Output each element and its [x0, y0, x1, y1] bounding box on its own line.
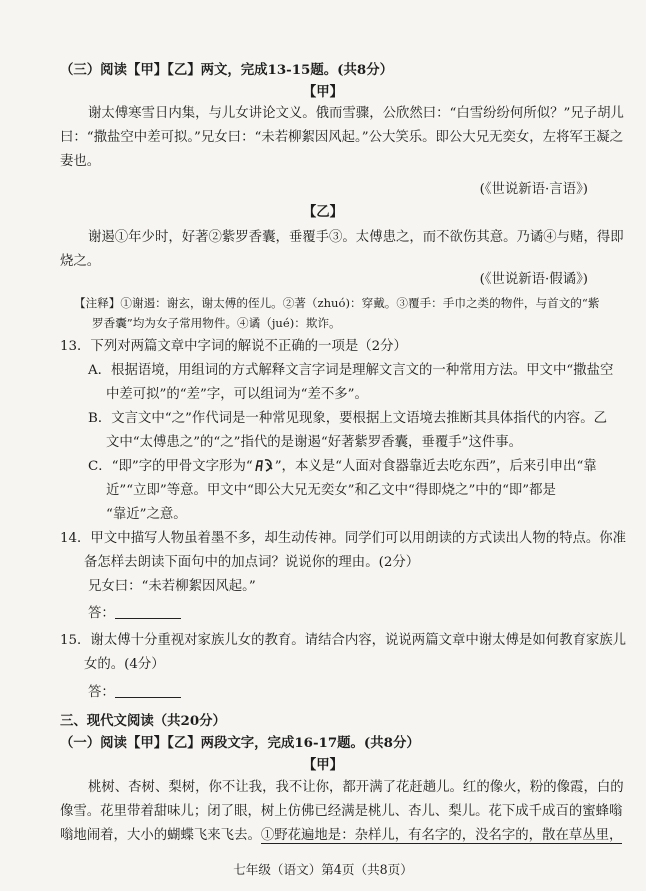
modern-passage-line	[60, 826, 622, 846]
question-13-option-c	[88, 457, 597, 477]
question-15-answer	[88, 683, 181, 703]
question-15-stem: 15．谢太傅十分重视对家族儿女的教育。请结合内容，说说两篇文章中谢太傅是如何教育家族儿	[60, 633, 627, 648]
passage-yi-source: (《世说新语·假谲》)	[479, 272, 588, 287]
question-14-stem-cont: 备怎样去朗读下面句中的加点词？说说你的理由。(2分）	[84, 555, 420, 570]
question-14-stem: 14．甲文中描写人物虽着墨不多，却生动传神。同学们可以用朗读的方式读出人物的特点。你准	[60, 531, 627, 546]
question-14-answer	[88, 604, 181, 624]
question-13-option-c-cont: “靠近”之意。	[106, 507, 187, 522]
question-13-option-a: A．根据语境，用组词的方式解释文言字词是理解文言文的一种常用方法。甲文中“撒盐空	[88, 363, 614, 378]
passage-jia-line: 谢太傅寒雪日内集，与儿女讲论文义。俄而雪骤，公欣然曰：“白雪纷纷何所似？”兄子胡儿	[88, 106, 624, 121]
annotation-line: 罗香囊”均为女子常用物件。④谲（jué)：欺诈。	[92, 316, 341, 330]
option-c-text-start: C．“即”字的甲骨文字形为“	[88, 459, 253, 474]
page-footer: 七年级（语文）第4页（共8页）	[233, 862, 413, 877]
modern-passage-line: 桃树、杏树、梨树，你不让我，我不让你，都开满了花赶趟儿。红的像火，粉的像霞，白的	[88, 780, 624, 795]
answer-label: 答：	[88, 685, 115, 700]
part-3-jia-title: 【甲】	[302, 757, 344, 773]
passage-jia-line: 妻也。	[60, 154, 101, 169]
question-13-stem: 13．下列对两篇文章中字词的解说不正确的一项是（2分）	[60, 339, 407, 354]
underlined-sentence: ①野花遍地是：杂样儿，有名字的，没名字的，散在草丛里，	[260, 828, 623, 843]
question-13-option-a-cont: 中差可拟”的“差”字，可以组词为“差不多”。	[106, 387, 368, 402]
passage-yi-line: 谢遏①年少时，好著②紫罗香囊，垂覆手③。太傅患之，而不欲伤其意。乃谲④与赌，得即	[88, 230, 624, 245]
modern-passage-line: 像雪。花里带着甜味儿；闭了眼，树上仿佛已经满是桃儿、杏儿、梨儿。花下成千成百的蜜蜂嗡	[60, 804, 623, 819]
answer-label: 答：	[88, 606, 115, 621]
passage-yi-line: 烧之。	[60, 254, 101, 269]
oracle-bone-glyph-icon	[253, 457, 275, 473]
passage-jia-line: 曰：“撒盐空中差可拟。”兄女曰：“未若柳絮因风起。”公大笑乐。即公大兄无奕女，左将军王凝之	[60, 130, 623, 145]
passage-jia-title: 【甲】	[302, 84, 344, 100]
question-14-quote: 兄女曰：“未若柳絮因风起。”	[88, 579, 256, 594]
section-heading: （三）阅读【甲】【乙】两文，完成13-15题。(共8分）	[60, 62, 393, 78]
part-3-sub-heading: （一）阅读【甲】【乙】两段文字，完成16-17题。(共8分）	[60, 735, 420, 751]
passage-yi-title: 【乙】	[302, 204, 344, 220]
question-13-option-b-cont: 文中“太傅患之”的“之”指代的是谢遏“好著紫罗香囊，垂覆手”这件事。	[106, 435, 523, 450]
part-3-heading: 三、现代文阅读（共20分）	[60, 713, 226, 729]
answer-blank[interactable]	[115, 604, 181, 619]
option-c-text-end: ”，本义是“人面对食器靠近去吃东西”，后来引申出“靠	[274, 459, 597, 474]
answer-blank[interactable]	[115, 683, 181, 698]
question-13-option-b: B．文言文中“之”作代词是一种常见现象，要根据上文语境去推断其具体指代的内容。乙	[88, 411, 607, 426]
modern-passage-text: 嗡地闹着，大小的蝴蝶飞来飞去。	[60, 828, 261, 843]
question-13-option-c-cont: 近”“立即”等意。甲文中“即公大兄无奕女”和乙文中“得即烧之”中的“即”都是	[106, 483, 556, 498]
question-15-stem-cont: 女的。(4分）	[84, 657, 165, 672]
passage-jia-source: (《世说新语·言语》)	[479, 182, 588, 197]
annotation-line: 【注释】①谢遏：谢玄，谢太傅的侄儿。②著（zhuó)：穿戴。③覆手：手巾之类的物件，与首文的“紫	[74, 296, 600, 310]
